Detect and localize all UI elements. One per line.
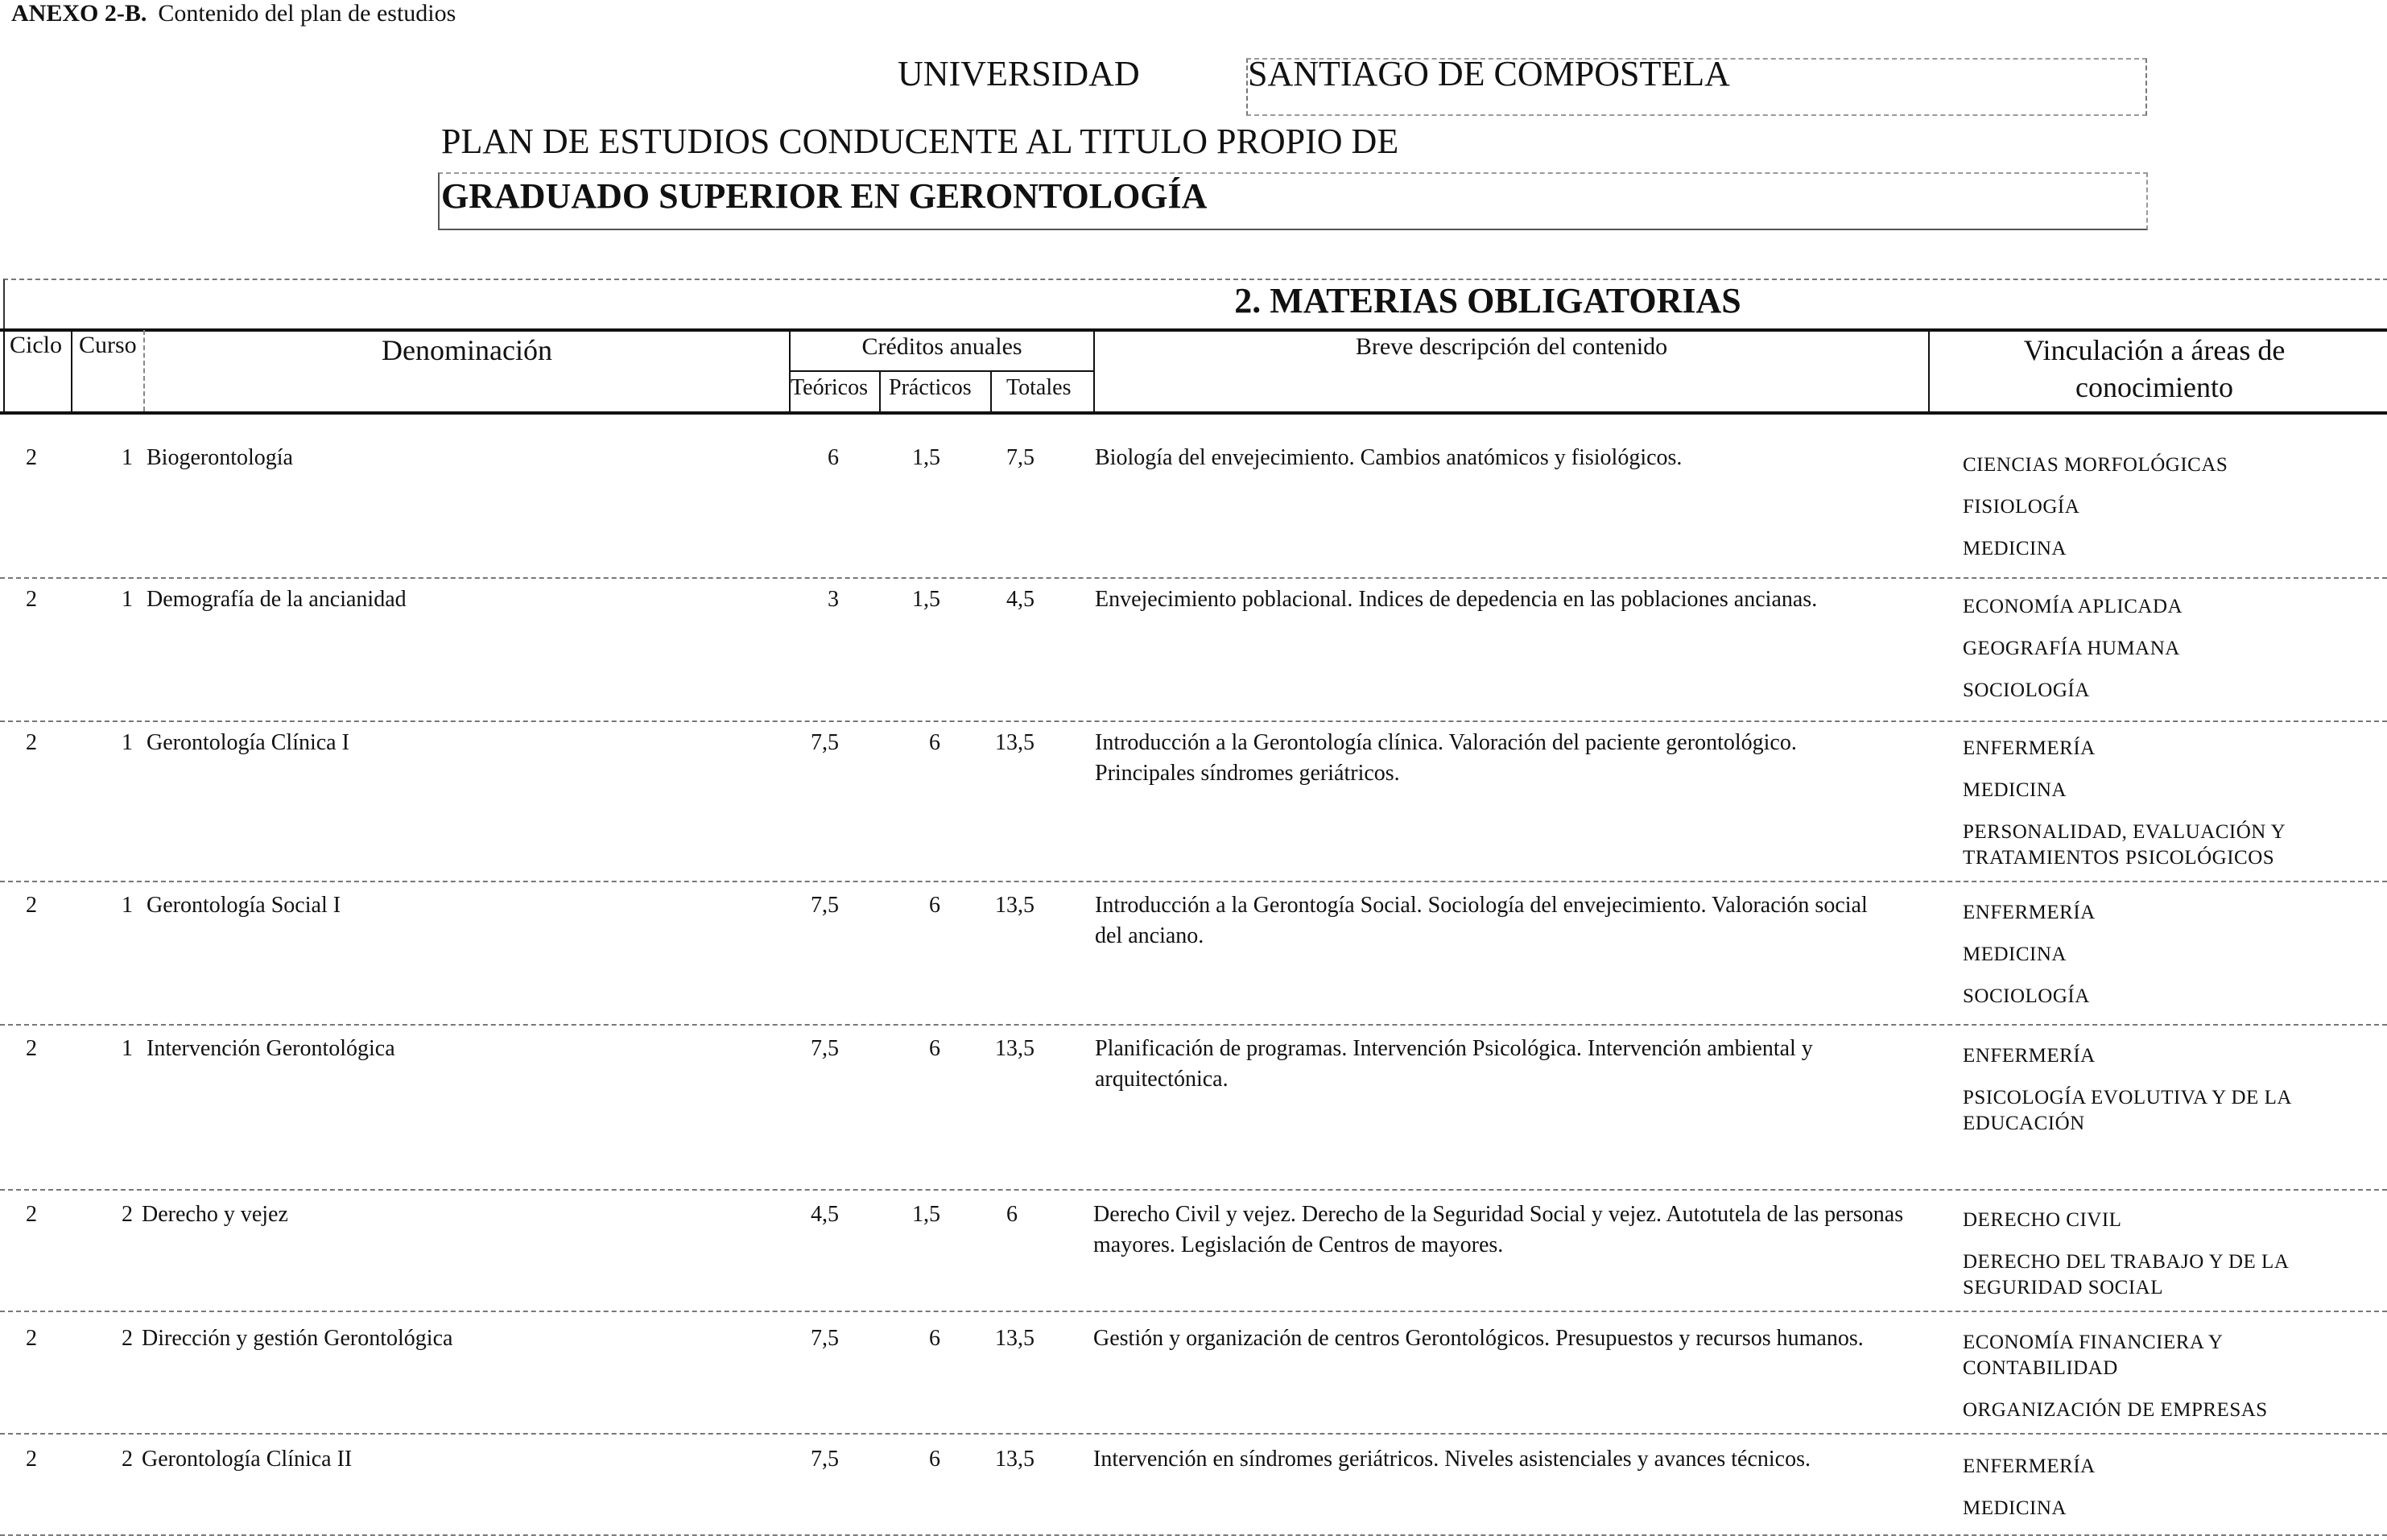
cell-practicos: 6 (929, 1036, 940, 1061)
area-list (1963, 900, 2381, 1026)
area-item: PSICOLOGÍA EVOLUTIVA Y DE LA EDUCACIÓN (1963, 1087, 2291, 1134)
col-header-descripcion: Breve descripción del contenido (1355, 333, 1668, 360)
area-item: SOCIOLOGÍA (1963, 679, 2090, 701)
col-header-practicos: Prácticos (889, 375, 972, 400)
cell-practicos: 6 (929, 730, 940, 755)
cell-ciclo: 2 (26, 1202, 37, 1227)
area-item: MEDICINA (1963, 1497, 2067, 1519)
cell-name: Gerontología Clínica I (147, 730, 349, 755)
area-item: GEOGRAFÍA HUMANA (1963, 638, 2180, 659)
cell-teoricos: 6 (828, 445, 839, 470)
cell-totales: 13,5 (995, 893, 1035, 918)
degree-title: GRADUADO SUPERIOR EN GERONTOLOGÍA (441, 176, 1208, 216)
cell-practicos: 1,5 (912, 445, 940, 470)
header-bottom-rule (0, 411, 2387, 415)
credits-sub-rule (789, 370, 1095, 372)
cell-description: Biología del envejecimiento. Cambios anatómicos y fisiológicos. (1095, 445, 1683, 470)
area-item: ORGANIZACIÓN DE EMPRESAS (1963, 1399, 2268, 1421)
area-item: MEDICINA (1963, 779, 2067, 801)
cell-name: Biogerontología (147, 445, 293, 470)
cell-curso: 1 (122, 445, 133, 470)
area-item: MEDICINA (1963, 538, 2067, 559)
cell-totales: 13,5 (995, 1447, 1035, 1472)
cell-teoricos: 7,5 (811, 1036, 839, 1061)
area-list (1963, 1208, 2381, 1317)
cell-teoricos: 7,5 (811, 730, 839, 755)
section-title-text: 2. MATERIAS OBLIGATORIAS (1234, 281, 1741, 320)
cell-ciclo: 2 (26, 587, 37, 612)
cell-practicos: 6 (929, 1326, 940, 1351)
cell-ciclo: 2 (26, 730, 37, 755)
col-header-totales: Totales (1006, 375, 1072, 400)
cell-ciclo: 2 (26, 445, 37, 470)
cell-name: Dirección y gestión Gerontológica (142, 1326, 453, 1351)
cell-totales: 13,5 (995, 730, 1035, 755)
cell-ciclo: 2 (26, 1447, 37, 1472)
header-top-rule (0, 328, 2387, 332)
col-header-vinculacion: Vinculación a áreas de (2023, 334, 2286, 366)
cell-name: Gerontología Social I (147, 893, 341, 918)
cell-practicos: 1,5 (912, 587, 940, 612)
cell-totales: 6 (1006, 1202, 1018, 1227)
cell-teoricos: 7,5 (811, 893, 839, 918)
area-list (1963, 1454, 2381, 1538)
area-item: ENFERMERÍA (1963, 737, 2096, 759)
annex-label: ANEXO 2-B. (11, 0, 147, 27)
cell-teoricos: 4,5 (811, 1202, 839, 1227)
cell-ciclo: 2 (26, 893, 37, 918)
cell-teoricos: 7,5 (811, 1326, 839, 1351)
area-item: ECONOMÍA APLICADA (1963, 596, 2183, 617)
cell-curso: 2 (122, 1326, 133, 1351)
col-header-conocimiento: conocimiento (2075, 371, 2233, 403)
col-divider (3, 330, 5, 411)
row-separator (0, 1189, 2387, 1191)
area-item: ENFERMERÍA (1963, 1455, 2096, 1477)
area-item: MEDICINA (1963, 943, 2067, 965)
col-header-curso: Curso (79, 332, 137, 358)
cell-name: Gerontología Clínica II (142, 1447, 353, 1472)
area-item: CIENCIAS MORFOLÓGICAS (1963, 454, 2228, 476)
cell-description: Gestión y organización de centros Gerontológicos. Presupuestos y recursos humanos. (1093, 1326, 1864, 1351)
cell-name: Derecho y vejez (142, 1202, 288, 1227)
col-header-creditos: Créditos anuales (861, 333, 1022, 360)
area-item: ENFERMERÍA (1963, 902, 2096, 923)
cell-curso: 1 (122, 587, 133, 612)
col-divider (879, 372, 881, 411)
col-divider (71, 330, 72, 411)
annex-text: Contenido del plan de estudios (158, 0, 456, 27)
area-item: FISIOLOGÍA (1963, 496, 2080, 518)
col-divider (990, 372, 992, 411)
cell-description: Derecho Civil y vejez. Derecho de la Seguridad Social y vejez. Autotutela de las personas mayores. Legislación de Centros de mayores. (1093, 1202, 1904, 1257)
cell-totales: 13,5 (995, 1036, 1035, 1061)
col-header-ciclo: Ciclo (10, 332, 62, 358)
cell-description: Intervención en síndromes geriátricos. Niveles asistenciales y avances técnicos. (1093, 1447, 1811, 1472)
cell-curso: 2 (122, 1447, 133, 1472)
section-title (0, 280, 1761, 321)
area-item: ECONOMÍA FINANCIERA Y CONTABILIDAD (1963, 1332, 2223, 1379)
area-item: DERECHO CIVIL (1963, 1209, 2122, 1231)
area-item: SOCIOLOGÍA (1963, 985, 2090, 1007)
cell-totales: 13,5 (995, 1326, 1035, 1351)
area-list (1963, 736, 2381, 887)
cell-curso: 1 (122, 893, 133, 918)
annex-heading (11, 0, 456, 27)
area-list (1963, 1043, 2381, 1153)
row-separator (0, 720, 2387, 722)
cell-ciclo: 2 (26, 1326, 37, 1351)
cell-teoricos: 7,5 (811, 1447, 839, 1472)
area-list (1963, 452, 2381, 578)
area-item: ENFERMERÍA (1963, 1045, 2096, 1067)
cell-curso: 1 (122, 1036, 133, 1061)
cell-practicos: 6 (929, 893, 940, 918)
university-label: UNIVERSIDAD (898, 54, 1140, 93)
area-item: DERECHO DEL TRABAJO Y DE LA SEGURIDAD SOCIAL (1963, 1251, 2289, 1298)
cell-teoricos: 3 (828, 587, 839, 612)
cell-practicos: 1,5 (912, 1202, 940, 1227)
cell-description: Planificación de programas. Intervención Psicológica. Intervención ambiental y arquitectónica. (1095, 1036, 1813, 1092)
cell-name: Demografía de la ancianidad (147, 587, 407, 612)
cell-description: Introducción a la Gerontogía Social. Sociología del envejecimiento. Valoración social del anciano. (1095, 893, 1868, 948)
cell-totales: 4,5 (1006, 587, 1035, 612)
university-value: SANTIAGO DE COMPOSTELA (1248, 54, 1730, 93)
cell-name: Intervención Gerontológica (147, 1036, 395, 1061)
area-item: PERSONALIDAD, EVALUACIÓN Y TRATAMIENTOS PSICOLÓGICOS (1963, 821, 2286, 869)
cell-totales: 7,5 (1006, 445, 1035, 470)
area-list (1963, 594, 2381, 720)
col-header-teoricos: Teóricos (791, 375, 869, 400)
cell-description: Envejecimiento poblacional. Indices de depedencia en las poblaciones ancianas. (1095, 587, 1818, 612)
cell-ciclo: 2 (26, 1036, 37, 1061)
col-header-denominacion: Denominación (382, 334, 552, 366)
cell-practicos: 6 (929, 1447, 940, 1472)
area-list (1963, 1330, 2381, 1439)
cell-curso: 2 (122, 1202, 133, 1227)
plan-line: PLAN DE ESTUDIOS CONDUCENTE AL TITULO PROPIO DE (441, 122, 1399, 161)
cell-description: Introducción a la Gerontología clínica. Valoración del paciente gerontológico. Principales síndromes geriátricos. (1095, 730, 1797, 786)
cell-curso: 1 (122, 730, 133, 755)
